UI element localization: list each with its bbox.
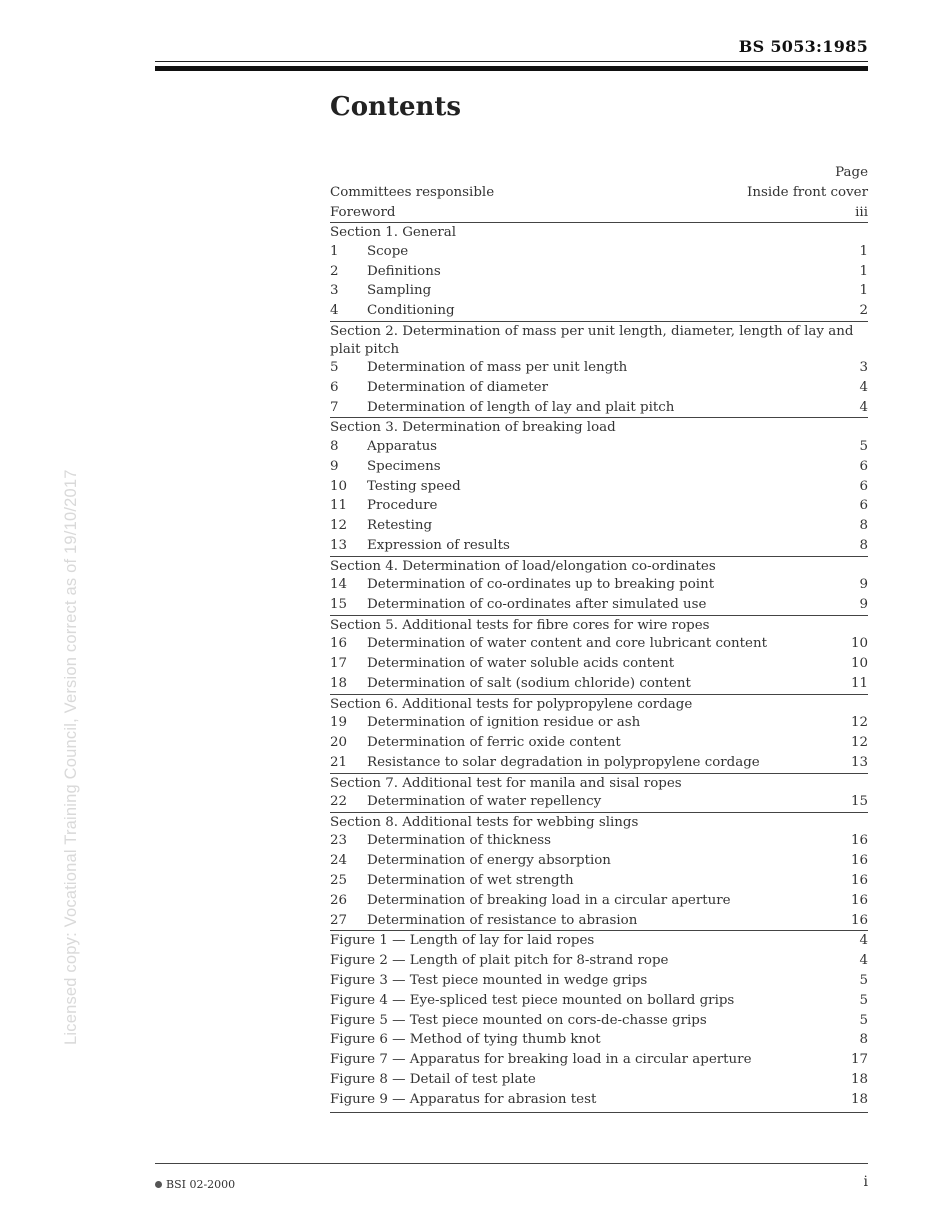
toc-clause-entry [330, 891, 868, 911]
toc-figure-entry [330, 1030, 868, 1050]
clause-title: Determination of salt (sodium chloride) content [367, 675, 691, 691]
figure-title: Figure 4 — Eye-spliced test piece mounted on bollard grips [330, 992, 735, 1008]
clause-title: Resistance to solar degradation in polypropylene cordage [367, 754, 760, 770]
clause-page: 3 [859, 360, 868, 376]
toc-section [330, 417, 868, 555]
toc-clause-entry [330, 831, 868, 851]
section-heading: Section 5. Additional tests for fibre cores for wire ropes [330, 617, 710, 633]
bsi-logo-icon [155, 1181, 162, 1188]
table-of-contents [330, 163, 868, 1113]
clause-page: 5 [859, 438, 868, 454]
toc-figure-entry [330, 991, 868, 1011]
section-heading: Section 7. Additional test for manila and sisal ropes [330, 775, 682, 791]
clause-number: 20 [330, 735, 348, 751]
clause-title: Determination of diameter [367, 379, 549, 395]
entry-page: Inside front cover [747, 184, 868, 200]
clause-title: Determination of ferric oxide content [367, 735, 621, 751]
clause-title: Determination of ignition residue or ash [367, 715, 641, 731]
clause-number: 6 [330, 379, 339, 395]
clause-page: 10 [850, 656, 868, 672]
clause-number: 10 [330, 478, 348, 494]
toc-figure-entry [330, 1011, 868, 1031]
clause-number: 16 [330, 636, 348, 652]
page-column-header [330, 163, 868, 183]
figure-page: 5 [859, 1012, 868, 1028]
toc-front-entry [330, 183, 868, 203]
front-matter-entries [330, 183, 868, 223]
section-heading: Section 6. Additional tests for polypropylene cordage [330, 696, 693, 712]
clause-page: 16 [850, 912, 868, 928]
figure-title: Figure 7 — Apparatus for breaking load in a circular aperture [330, 1052, 752, 1068]
entry-label: Committees responsible [330, 184, 495, 200]
toc-front-entry [330, 203, 868, 223]
clause-number: 26 [330, 892, 348, 908]
figure-page: 5 [859, 992, 868, 1008]
toc-figure-entry [330, 971, 868, 991]
toc-clause-entry [330, 437, 868, 457]
clause-title: Determination of water soluble acids content [367, 656, 675, 672]
clause-page: 12 [850, 715, 868, 731]
clause-page: 9 [859, 577, 868, 593]
section-heading: Section 3. Determination of breaking load [330, 420, 616, 436]
page-title: Contents [330, 92, 462, 122]
clause-page: 16 [850, 873, 868, 889]
clause-number: 11 [330, 498, 348, 514]
clause-number: 15 [330, 597, 348, 613]
toc-section [330, 321, 868, 417]
clause-number: 4 [330, 303, 339, 319]
toc-clause-entry [330, 358, 868, 378]
figure-page: 4 [859, 933, 868, 949]
clause-page: 6 [859, 458, 868, 474]
toc-clause-entry [330, 911, 868, 931]
clause-page: 9 [859, 597, 868, 613]
section-heading: Section 8. Additional tests for webbing slings [330, 814, 639, 830]
clause-title: Determination of wet strength [367, 873, 574, 889]
clause-page: 8 [859, 537, 868, 553]
toc-section [330, 694, 868, 773]
toc-section [330, 222, 868, 321]
publisher-text: BSI 02-2000 [166, 1178, 236, 1191]
clause-page: 2 [859, 303, 868, 319]
clause-title: Sampling [367, 283, 432, 299]
toc-clause-entry [330, 242, 868, 262]
footer-publisher [155, 1178, 235, 1191]
clause-title: Determination of mass per unit length [367, 360, 628, 376]
clause-number: 13 [330, 537, 348, 553]
clause-number: 22 [330, 794, 348, 810]
figure-page: 18 [850, 1091, 868, 1107]
clause-title: Determination of energy absorption [367, 853, 611, 869]
clause-page: 4 [859, 399, 868, 415]
figure-title: Figure 3 — Test piece mounted in wedge grips [330, 973, 648, 988]
toc-clause-entry [330, 457, 868, 477]
figure-page: 18 [850, 1071, 868, 1087]
clause-number: 24 [330, 853, 348, 869]
toc-figure-entry [330, 1070, 868, 1090]
toc-figure-entry [330, 951, 868, 971]
clause-title: Scope [367, 243, 409, 259]
toc-clause-entry [330, 477, 868, 497]
toc-clause-entry [330, 851, 868, 871]
clause-number: 7 [330, 399, 339, 415]
clause-page: 1 [859, 243, 868, 259]
clause-page: 4 [859, 379, 868, 395]
figure-title: Figure 2 — Length of plait pitch for 8-strand rope [330, 953, 669, 969]
document-code: BS 5053:1985 [738, 37, 868, 56]
header-rule-thin [155, 61, 868, 62]
toc-clause-entry [330, 281, 868, 301]
toc-section [330, 773, 868, 812]
clause-number: 12 [330, 518, 348, 534]
footer-rule [155, 1163, 868, 1164]
clause-title: Determination of thickness [367, 833, 552, 849]
toc-clause-entry [330, 871, 868, 891]
toc-clause-entry [330, 634, 868, 654]
toc-section [330, 812, 868, 930]
clause-title: Determination of water repellency [367, 794, 602, 810]
clause-page: 12 [850, 735, 868, 751]
section-heading: Section 2. Determination of mass per unit length, diameter, length of lay and plait pitch [330, 324, 854, 357]
header-rule-thick [155, 66, 868, 71]
toc-clause-entry [330, 753, 868, 773]
clause-number: 8 [330, 438, 339, 454]
page-number: i [863, 1174, 868, 1190]
clause-number: 14 [330, 577, 348, 593]
entry-page: iii [855, 204, 868, 220]
clause-title: Specimens [367, 458, 441, 474]
figure-title: Figure 9 — Apparatus for abrasion test [330, 1091, 597, 1107]
clause-page: 6 [859, 498, 868, 514]
figure-page: 17 [850, 1052, 868, 1068]
clause-title: Determination of co-ordinates up to breaking point [367, 577, 715, 593]
toc-clause-entry [330, 595, 868, 615]
figure-page: 5 [859, 973, 868, 988]
clause-title: Retesting [367, 518, 433, 534]
toc-clause-entry [330, 733, 868, 753]
clause-page: 16 [850, 853, 868, 869]
clause-number: 9 [330, 458, 339, 474]
figure-page: 4 [859, 953, 868, 969]
clause-page: 15 [850, 794, 868, 810]
toc-section [330, 615, 868, 694]
clause-page: 11 [850, 675, 868, 691]
figure-title: Figure 8 — Detail of test plate [330, 1071, 536, 1087]
license-watermark: Licensed copy: Vocational Training Council, Version correct as of 19/10/2017 [62, 469, 80, 1045]
toc-figure-entry [330, 931, 868, 951]
toc-clause-entry [330, 496, 868, 516]
toc-clause-entry [330, 654, 868, 674]
clause-page: 16 [850, 892, 868, 908]
clause-number: 1 [330, 243, 339, 259]
figure-title: Figure 6 — Method of tying thumb knot [330, 1032, 601, 1048]
toc-clause-entry [330, 674, 868, 694]
clause-title: Determination of breaking load in a circular aperture [367, 892, 731, 908]
figure-title: Figure 1 — Length of lay for laid ropes [330, 933, 595, 949]
clause-number: 5 [330, 360, 339, 376]
clause-title: Expression of results [367, 537, 510, 553]
toc-figure-entry [330, 1050, 868, 1070]
clause-page: 13 [850, 754, 868, 770]
toc-clause-entry [330, 301, 868, 321]
page-label: Page [835, 165, 868, 180]
toc-clause-entry [330, 792, 868, 812]
clause-title: Testing speed [367, 478, 461, 494]
toc-clause-entry [330, 262, 868, 282]
clause-number: 17 [330, 656, 348, 672]
toc-clause-entry [330, 575, 868, 595]
clause-title: Determination of resistance to abrasion [367, 912, 638, 928]
clause-title: Determination of length of lay and plait pitch [367, 399, 675, 415]
clause-title: Determination of co-ordinates after simulated use [367, 597, 707, 613]
clause-page: 10 [850, 636, 868, 652]
clause-title: Definitions [367, 263, 441, 279]
toc-section [330, 556, 868, 615]
clause-number: 2 [330, 263, 339, 279]
clause-page: 6 [859, 478, 868, 494]
clause-page: 1 [859, 263, 868, 279]
clause-page: 1 [859, 283, 868, 299]
clause-number: 18 [330, 675, 348, 691]
clause-title: Conditioning [367, 303, 455, 319]
clause-number: 3 [330, 283, 339, 299]
toc-clause-entry [330, 378, 868, 398]
toc-clause-entry [330, 536, 868, 556]
clause-title: Procedure [367, 498, 438, 514]
clause-number: 27 [330, 912, 348, 928]
toc-figure-entry [330, 1090, 868, 1110]
clause-title: Apparatus [367, 438, 438, 454]
toc-end-rule [330, 1112, 868, 1113]
clause-number: 21 [330, 754, 348, 770]
clause-title: Determination of water content and core lubricant content [367, 636, 767, 652]
figure-page: 8 [859, 1032, 868, 1048]
section-heading: Section 1. General [330, 225, 457, 241]
clause-number: 19 [330, 715, 348, 731]
toc-clause-entry [330, 713, 868, 733]
figure-title: Figure 5 — Test piece mounted on cors-de-chasse grips [330, 1012, 707, 1028]
section-heading: Section 4. Determination of load/elongation co-ordinates [330, 558, 716, 574]
figure-list [330, 930, 868, 1109]
clause-number: 25 [330, 873, 348, 889]
clause-page: 8 [859, 518, 868, 534]
clause-number: 23 [330, 833, 348, 849]
entry-label: Foreword [330, 204, 396, 220]
clause-page: 16 [850, 833, 868, 849]
toc-sections [330, 222, 868, 930]
toc-clause-entry [330, 516, 868, 536]
toc-clause-entry [330, 398, 868, 418]
